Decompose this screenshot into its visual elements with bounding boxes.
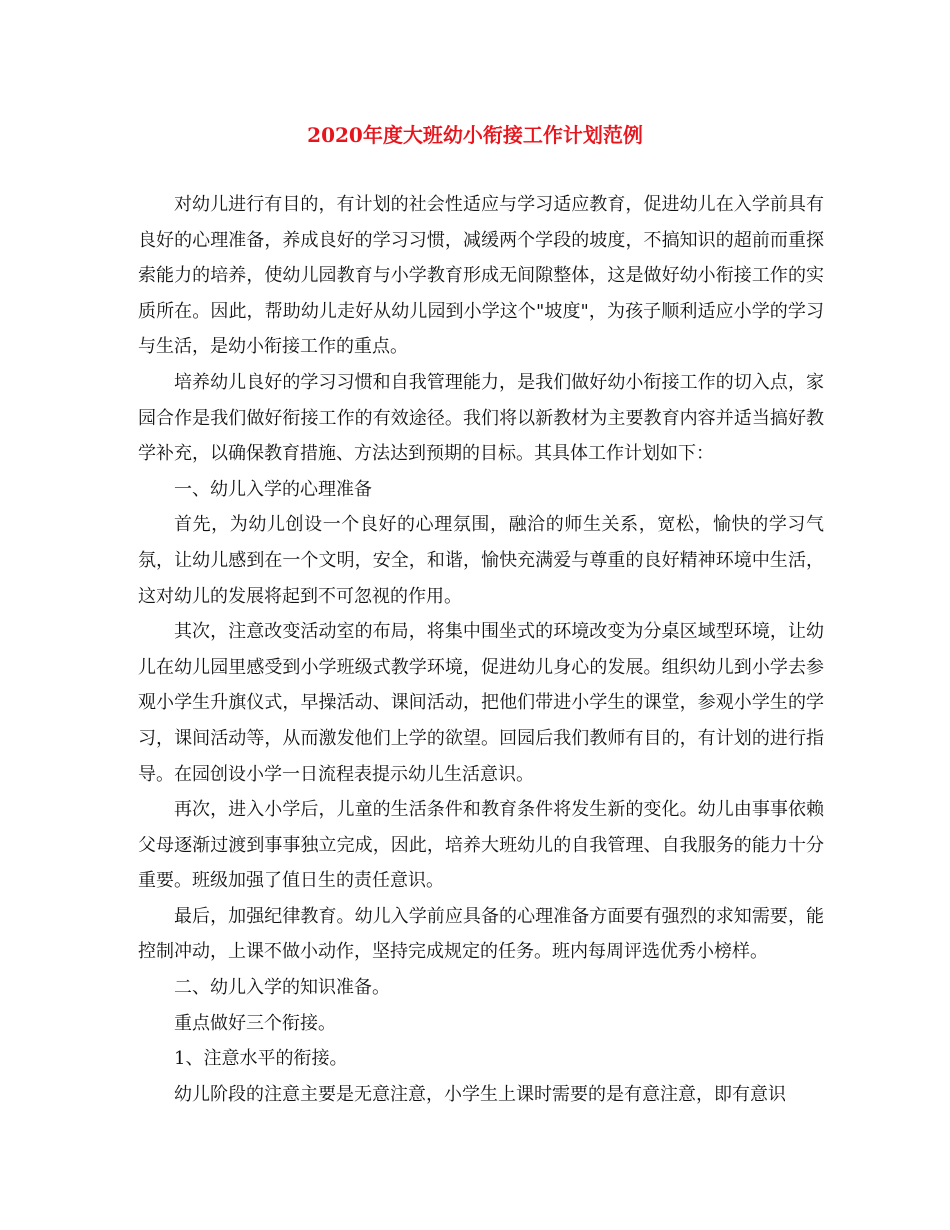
paragraph: 重点做好三个衔接。 [174,1012,336,1034]
document-title: 2020年度大班幼小衔接工作计划范例 [307,123,643,147]
paragraph: 其次，注意改变活动室的布局，将集中围坐式的环境改变为分桌区域型环境，让幼儿在幼儿园里感受到小学班级式教学环境，促进幼儿身心的发展。组织幼儿到小学去参观小学生升旗仪式，早操活动、课间活动，把他们带进小学生的课堂，参观小学生的学习，课间活动等，从而激发他们上学的欲望。回园后我们教师有目的，有计划的进行指导。在园创设小学一日流程表提示幼儿生活意识。 [138,621,824,785]
paragraph: 首先，为幼儿创设一个良好的心理氛围，融洽的师生关系，宽松，愉快的学习气氛，让幼儿感到在一个文明，安全，和谐，愉快充满爱与尊重的良好精神环境中生活，这对幼儿的发展将起到不可忽视的作用。 [138,514,824,607]
paragraph: 最后，加强纪律教育。幼儿入学前应具备的心理准备方面要有强烈的求知需要，能控制冲动，上课不做小动作，坚持完成规定的任务。班内每周评选优秀小榜样。 [138,905,824,963]
paragraph: 培养幼儿良好的学习习惯和自我管理能力，是我们做好幼小衔接工作的切入点，家园合作是我们做好衔接工作的有效途径。我们将以新教材为主要教育内容并适当搞好教学补充，以确保教育措施、方法达到预期的目标。其具体工作计划如下： [138,371,824,465]
section-heading: 一、幼儿入学的心理准备 [174,478,372,500]
paragraph: 幼儿阶段的注意主要是无意注意，小学生上课时需要的是有意注意，即有意识 [174,1083,786,1105]
section-heading: 二、幼儿入学的知识准备。 [174,977,390,999]
paragraph: 对幼儿进行有目的，有计划的社会性适应与学习适应教育，促进幼儿在入学前具有良好的心理准备，养成良好的学习习惯，减缓两个学段的坡度，不搞知识的超前而重探索能力的培养，使幼儿园教育与小学教育形成无间隙整体，这是做好幼小衔接工作的实质所在。因此，帮助幼儿走好从幼儿园到小学这个"坡度"，为孩子顺利适应小学的学习与生活，是幼小衔接工作的重点。 [138,194,824,358]
subsection-heading: 1、注意水平的衔接。 [174,1048,348,1070]
document-body [138,187,824,1112]
paragraph: 再次，进入小学后，儿童的生活条件和教育条件将发生新的变化。幼儿由事事依赖父母逐渐过渡到事事独立完成，因此，培养大班幼儿的自我管理、自我服务的能力十分重要。班级加强了值日生的责任意识。 [138,799,824,892]
